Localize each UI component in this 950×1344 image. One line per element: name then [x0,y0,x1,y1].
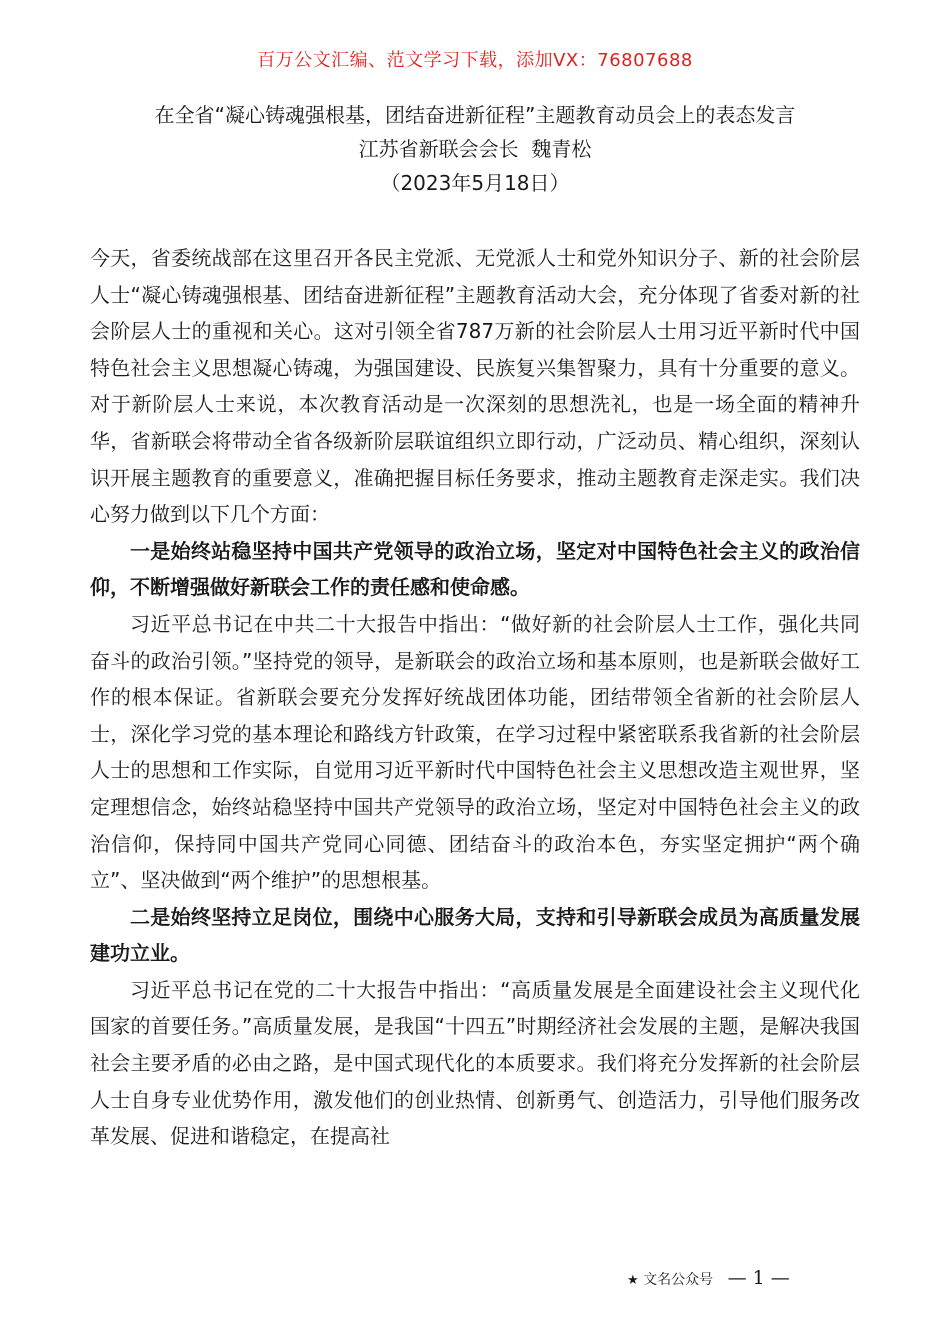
page-number: — 1 — [727,1267,790,1289]
document-title-block [0,98,950,200]
author-line: 江苏省新联会会长 魏青松 [358,137,592,161]
section-heading-1: 一是始终站稳坚持中国共产党领导的政治立场，坚定对中国特色社会主义的政治信仰，不断增强做好新联会工作的责任感和使命感。 [90,538,860,600]
section-paragraph-1: 习近平总书记在中共二十大报告中指出：“做好新的社会阶层人士工作，强化共同奋斗的政治引领。”坚持党的领导，是新联会的政治立场和基本原则，也是新联会做好工作的根本保证。省新联会要充分发挥好统战团体功能，团结带领全省新的社会阶层人士，深化学习党的基本理论和路线方针政策，在学习过程中紧密联系我省新的社会阶层人士的思想和工作实际，自觉用习近平新时代中国特色社会主义思想改造主观世界，坚定理想信念，始终站稳坚持中国共产党领导的政治立场，坚定对中国特色社会主义的政治信仰，保持同中国共产党同心同德、团结奋斗的政治本色，夯实坚定拥护“两个确立”、坚决做到“两个维护”的思想根基。 [90,611,860,893]
document-body [90,240,860,1155]
star-icon: ★ [627,1273,639,1288]
page-footer [627,1267,790,1289]
intro-paragraph: 今天，省委统战部在这里召开各民主党派、无党派人士和党外知识分子、新的社会阶层人士“凝心铸魂强根基、团结奋进新征程”主题教育活动大会，充分体现了省委对新的社会阶层人士的重视和关心。这对引领全省787万新的社会阶层人士用习近平新时代中国特色社会主义思想凝心铸魂，为强国建设、民族复兴集智聚力，具有十分重要的意义。对于新阶层人士来说，本次教育活动是一次深刻的思想洗礼，也是一场全面的精神升华，省新联会将带动全省各级新阶层联谊组织立即行动，广泛动员、精心组织，深刻认识开展主题教育的重要意义，准确把握目标任务要求，推动主题教育走深走实。我们决心努力做到以下几个方面： [90,246,860,527]
section-paragraph-2: 习近平总书记在党的二十大报告中指出：“高质量发展是全面建设社会主义现代化国家的首要任务。”高质量发展，是我国“十四五”时期经济社会发展的主题，是解决我国社会主要矛盾的必由之路，是中国式现代化的本质要求。我们将充分发挥新的社会阶层人士自身专业优势作用，激发他们的创业热情、创新勇气、创造活力，引导他们服务改革发展、促进和谐稳定，在提高社 [90,977,860,1149]
date-line: （2023年5月18日） [380,171,570,195]
header-banner: 百万公文汇编、范文学习下载，添加VX：76807688 [257,50,693,71]
document-title: 在全省“凝心铸魂强根基，团结奋进新征程”主题教育动员会上的表态发言 [154,103,796,127]
footer-label: 文名公众号 [643,1272,714,1288]
section-heading-2: 二是始终坚持立足岗位，围绕中心服务大局，支持和引导新联会成员为高质量发展建功立业。 [90,904,860,966]
